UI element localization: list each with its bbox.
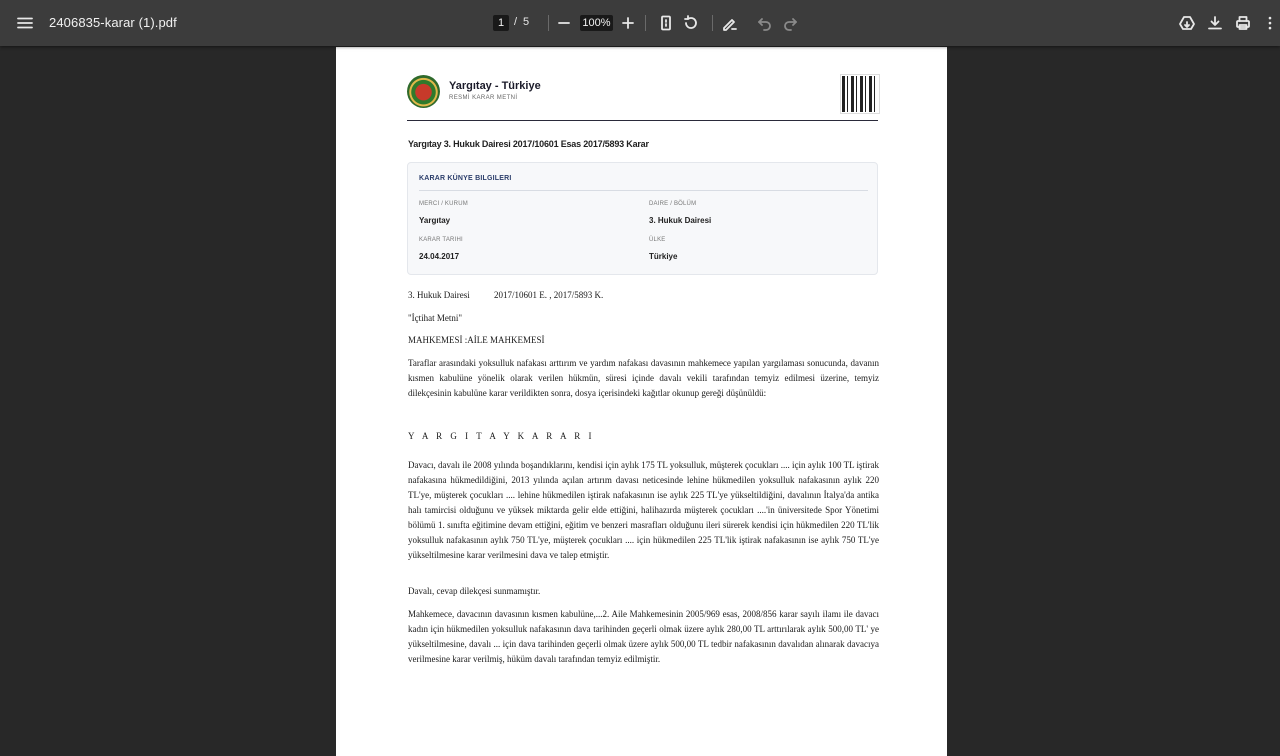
info-card-title: KARAR KÜNYE BILGILERI <box>419 175 512 182</box>
zoom-out-icon[interactable] <box>552 11 576 35</box>
paragraph-1: Taraflar arasındaki yoksulluk nafakası arttırım ve yardım nafakası davasının mahkemece yapılan yargılaması sonucunda, davanın kısmen kabulüne yönelik olarak verilen hükmün, süresi içinde davalı vekili tarafından temyiz edilmesi üzerine, temyiz dilekçesinin kabulüne karar verildikten sonra, dosya içerisindeki kağıtlar okunup gereği düşünüldü: <box>408 358 879 398</box>
header-divider <box>407 120 878 121</box>
toolbar-divider <box>712 15 713 31</box>
annotate-pen-icon[interactable] <box>718 11 742 35</box>
zoom-level-input[interactable]: 100% <box>580 15 613 31</box>
field-label: DAIRE / BÖLÜM <box>649 201 697 207</box>
paragraph-4: Mahkemece, davacının davasının kısmen kabulüne,...2. Aile Mahkemesinin 2005/969 esas, 2008/856 karar sayılı ilamı ile davacı kadın için hükmedilen yoksulluk nafakasının dava tarihinden geçerli olmak üzere aylık 280,00 TL arttırılarak aylık 500,00 TL' ye yükseltilmesine, davalı ... için dava tarihinden geçerli olmak üzere aylık 500,00 TL tedbir nafakasının davalıdan alınarak davacıya verilmesine karar verilmiş, hüküm davalı tarafından temyiz edilmiştir. <box>408 609 879 664</box>
rotate-icon[interactable] <box>679 11 703 35</box>
yargitay-karari-heading: Y A R G I T A Y K A R A R I <box>408 431 595 441</box>
print-icon[interactable] <box>1231 11 1255 35</box>
case-numbers: 2017/10601 E. , 2017/5893 K. <box>494 290 604 300</box>
current-page-input[interactable]: 1 <box>493 15 509 31</box>
header-subtitle: RESMİ KARAR METNİ <box>449 95 518 101</box>
department-name: 3. Hukuk Dairesi <box>408 290 470 300</box>
field-value-daire: 3. Hukuk Dairesi <box>649 216 712 225</box>
total-pages: 5 <box>523 16 530 28</box>
toolbar-divider <box>645 15 646 31</box>
redo-icon[interactable] <box>778 11 802 35</box>
case-reference: Yargıtay 3. Hukuk Dairesi 2017/10601 Esas 2017/5893 Karar <box>408 139 649 149</box>
yargitay-seal-logo <box>407 75 440 108</box>
more-options-icon[interactable] <box>1258 11 1280 35</box>
fit-page-icon[interactable] <box>654 11 678 35</box>
field-label: KARAR TARIHI <box>419 237 463 243</box>
mahkemesi-line: MAHKEMESİ :AİLE MAHKEMESİ <box>408 335 545 345</box>
pdf-page <box>336 47 947 756</box>
header-title: Yargıtay - Türkiye <box>449 80 541 92</box>
paragraph-3: Davalı, cevap dilekçesi sunmamıştır. <box>408 586 541 596</box>
ictihat-label: "İçtihat Metni" <box>408 313 463 323</box>
menu-icon[interactable] <box>13 11 37 35</box>
pdf-toolbar <box>0 0 1280 46</box>
field-label: MERCI / KURUM <box>419 201 468 207</box>
toolbar-divider <box>548 15 549 31</box>
info-card-divider <box>419 190 868 191</box>
zoom-in-icon[interactable] <box>616 11 640 35</box>
download-icon[interactable] <box>1203 11 1227 35</box>
field-value-ulke: Türkiye <box>649 252 678 261</box>
field-value-merci: Yargıtay <box>419 216 451 225</box>
decision-info-card <box>407 162 878 275</box>
paragraph-2: Davacı, davalı ile 2008 yılında boşandıklarını, kendisi için aylık 175 TL yoksulluk, müşterek çocukları .... için aylık 100 TL iştirak nafakasına hükmedildiğini, 2013 yılında açılan artırım davası neticesinde lehine hükmedilen yoksulluk nafakasının aylık 220 TL'ye, müşterek çocukları .... lehine hükmedilen iştirak nafakasının ise aylık 225 TL'ye yükseltildiğini, davalının İtalya'da antika halı tamircisi olduğunu ve yüksek miktarda gelir elde ettiğini, halihazırda müşterek çocukları ....'in üniversitede Spor Yönetimi bölümü 1. sınıfta eğitimine devam ettiğini, eğitim ve benzeri masrafları olduğunu ileri sürerek kendisi için hükmedilen 220 TL'lik yoksulluk nafakasının aylık 750 TL'ye, müşterek çocukları .... için hükmedilen 225 TL'lik iştirak nafakasının ise aylık 750 TL'ye yükseltilmesine karar verilmesini dava ve talep etmiştir. <box>408 460 879 560</box>
field-label: ÜLKE <box>649 237 666 243</box>
department-line <box>408 288 879 303</box>
page-separator: / <box>514 16 518 28</box>
field-value-karar-tarihi: 24.04.2017 <box>419 252 460 261</box>
drive-save-icon[interactable] <box>1175 11 1199 35</box>
document-title: 2406835-karar (1).pdf <box>49 15 177 30</box>
undo-icon[interactable] <box>753 11 777 35</box>
qr-code-icon <box>840 74 880 114</box>
